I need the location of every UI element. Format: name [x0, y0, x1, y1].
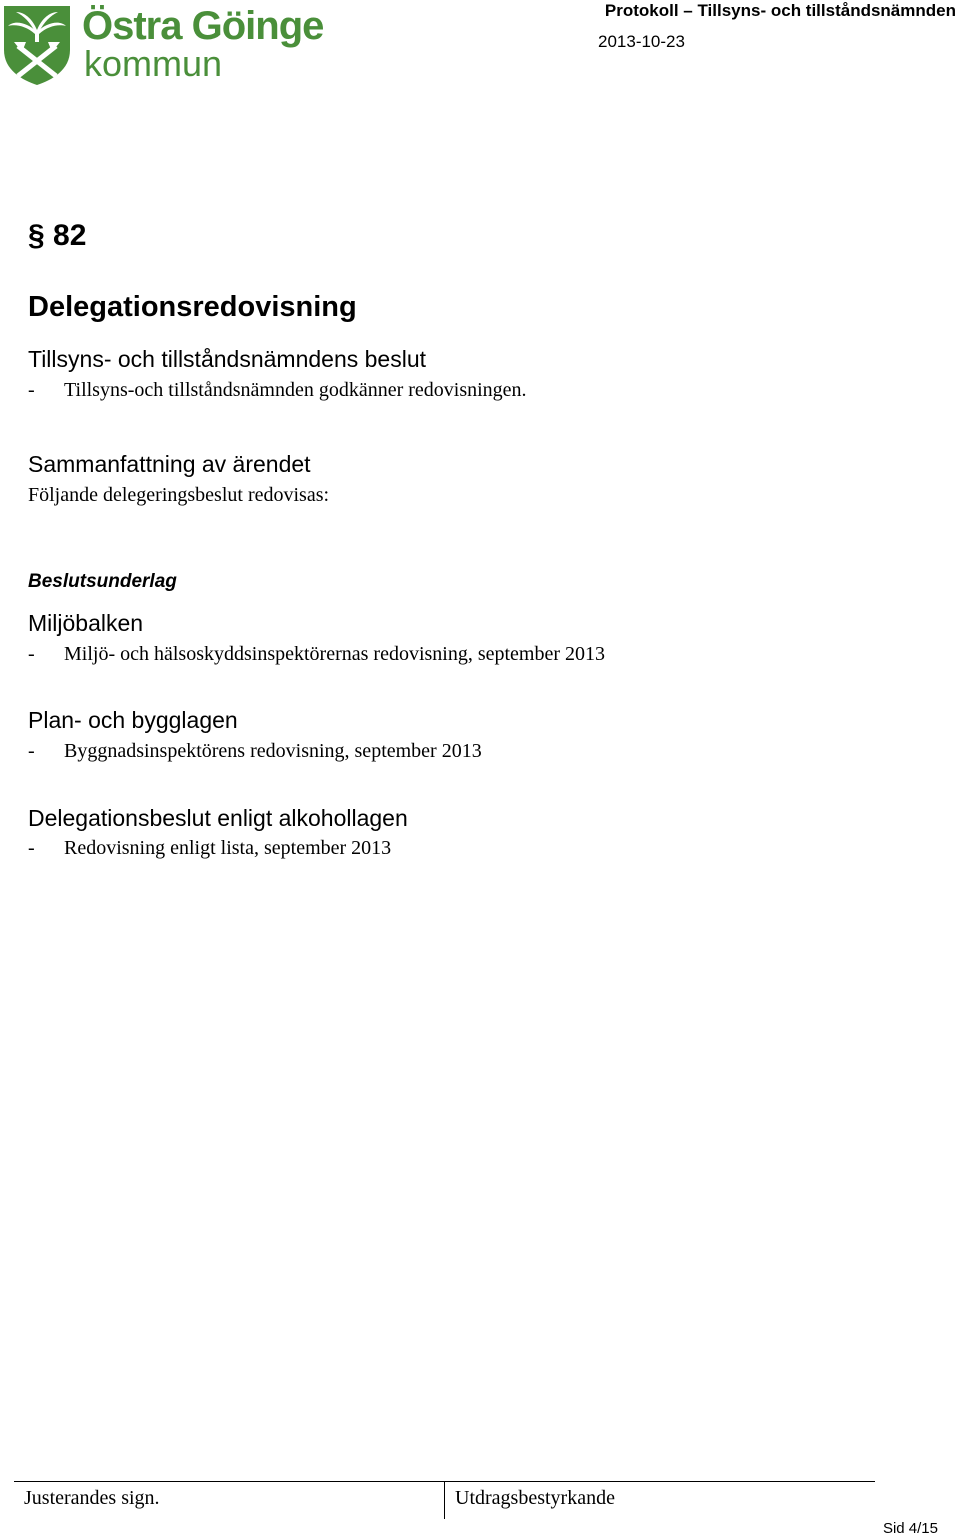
footer-certification-label: Utdragsbestyrkande	[455, 1487, 615, 1509]
group-item-miljobalken	[28, 642, 605, 666]
group-item-text: Redovisning enligt lista, september 2013	[64, 837, 392, 859]
document-date: 2013-10-23	[598, 32, 685, 51]
summary-text: Följande delegeringsbeslut redovisas:	[28, 484, 330, 506]
group-item-alkohollagen	[28, 836, 391, 860]
logo-wordmark-line1: Östra Göinge	[82, 4, 324, 48]
logo-wordmark-line2: kommun	[84, 43, 223, 84]
group-item-text: Miljö- och hälsoskyddsinspektörernas redovisning, september 2013	[64, 643, 606, 665]
group-heading-miljobalken: Miljöbalken	[28, 610, 144, 636]
section-heading: Delegationsredovisning	[28, 291, 357, 323]
summary-heading: Sammanfattning av ärendet	[28, 451, 311, 477]
municipality-logo	[2, 4, 332, 88]
basis-heading: Beslutsunderlag	[28, 571, 177, 592]
footer-signature-label: Justerandes sign.	[24, 1487, 160, 1509]
footer-divider	[444, 1481, 445, 1519]
group-item-pbl	[28, 739, 482, 763]
bullet-dash: -	[28, 379, 35, 401]
paragraph-number: § 82	[28, 219, 87, 252]
bullet-dash: -	[28, 643, 35, 665]
decision-text: Tillsyns-och tillståndsnämnden godkänner redovisningen.	[64, 379, 527, 401]
bullet-dash: -	[28, 837, 35, 859]
page-number: Sid 4/15	[882, 1520, 938, 1537]
group-item-text: Byggnadsinspektörens redovisning, september 2013	[64, 740, 482, 762]
decision-item	[28, 378, 527, 402]
coat-of-arms-icon	[2, 4, 72, 86]
decision-heading: Tillsyns- och tillståndsnämndens beslut	[28, 346, 426, 372]
group-heading-pbl: Plan- och bygglagen	[28, 707, 238, 733]
group-heading-alkohollagen: Delegationsbeslut enligt alkohollagen	[28, 805, 408, 831]
bullet-dash: -	[28, 740, 35, 762]
document-title: Protokoll – Tillsyns- och tillståndsnämnden	[604, 1, 956, 20]
